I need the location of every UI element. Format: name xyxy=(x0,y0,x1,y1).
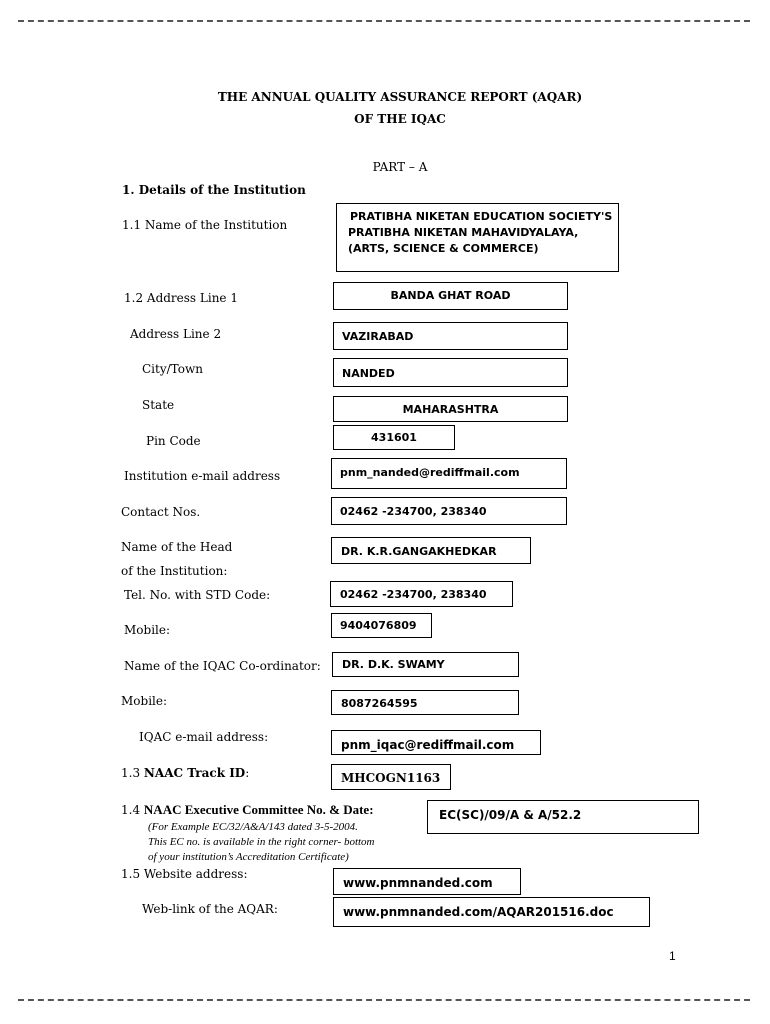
head-mobile-label: Mobile: xyxy=(124,623,171,637)
ec-no-note: (For Example EC/32/A&A/143 dated 3-5-2004. xyxy=(148,821,358,833)
state-label: State xyxy=(142,398,175,412)
head-mobile-field[interactable]: 9404076809 xyxy=(331,613,432,638)
city-field[interactable]: NANDED xyxy=(333,358,568,387)
address-line1-field[interactable]: BANDA GHAT ROAD xyxy=(333,282,568,310)
bottom-border xyxy=(18,999,750,1001)
track-id-colon: : xyxy=(245,766,250,780)
report-title: THE ANNUAL QUALITY ASSURANCE REPORT (AQAR) xyxy=(217,90,583,104)
head-name-field[interactable]: DR. K.R.GANGAKHEDKAR xyxy=(331,537,531,564)
track-id-num: 1.3 xyxy=(121,766,141,780)
top-border xyxy=(18,20,750,22)
page-number: 1 xyxy=(669,949,676,963)
ec-no-label xyxy=(121,803,374,817)
city-label: City/Town xyxy=(142,362,203,376)
track-id-field[interactable]: MHCOGN1163 xyxy=(331,764,451,790)
pin-code-field[interactable]: 431601 xyxy=(333,425,455,450)
ec-no-note: This EC no. is available in the right corner- bottom xyxy=(148,836,375,848)
institution-name-field[interactable] xyxy=(336,203,619,272)
report-subtitle: OF THE IQAC xyxy=(354,112,446,126)
weblink-label: Web-link of the AQAR: xyxy=(142,902,278,916)
section-heading: 1. Details of the Institution xyxy=(122,183,306,197)
head-name-label: Name of the Head xyxy=(121,540,233,554)
ec-no-num: 1.4 xyxy=(121,803,141,817)
contact-field[interactable]: 02462 -234700, 238340 xyxy=(331,497,567,525)
pin-code-label: Pin Code xyxy=(146,434,201,448)
website-label: 1.5 Website address: xyxy=(121,867,248,881)
tel-std-field[interactable]: 02462 -234700, 238340 xyxy=(330,581,513,607)
institution-name-line: (ARTS, SCIENCE & COMMERCE) xyxy=(348,242,539,255)
institution-email-label: Institution e-mail address xyxy=(124,469,281,483)
address-line2-label: Address Line 2 xyxy=(130,327,222,341)
ec-no-field[interactable]: EC(SC)/09/A & A/52.2 xyxy=(427,800,699,834)
iqac-coordinator-label: Name of the IQAC Co-ordinator: xyxy=(124,659,321,673)
iqac-email-label: IQAC e-mail address: xyxy=(139,730,269,744)
institution-email-field[interactable]: pnm_nanded@rediffmail.com xyxy=(331,458,567,489)
track-id-text: NAAC Track ID xyxy=(143,766,246,780)
iqac-coordinator-field[interactable]: DR. D.K. SWAMY xyxy=(332,652,519,677)
track-id-label xyxy=(121,766,249,780)
weblink-field[interactable]: www.pnmnanded.com/AQAR201516.doc xyxy=(333,897,650,927)
ec-no-text: NAAC Executive Committee No. & Date: xyxy=(143,802,374,817)
iqac-mobile-field[interactable]: 8087264595 xyxy=(331,690,519,715)
iqac-mobile-label: Mobile: xyxy=(121,694,168,708)
institution-name-line: PRATIBHA NIKETAN MAHAVIDYALAYA, xyxy=(348,226,579,239)
address-line1-label: 1.2 Address Line 1 xyxy=(124,291,238,305)
contact-label: Contact Nos. xyxy=(121,505,201,519)
state-field[interactable]: MAHARASHTRA xyxy=(333,396,568,422)
head-name-label-cont: of the Institution: xyxy=(121,564,228,578)
address-line2-field[interactable]: VAZIRABAD xyxy=(333,322,568,350)
ec-no-note: of your institution’s Accreditation Certificate) xyxy=(148,851,349,863)
website-field[interactable]: www.pnmnanded.com xyxy=(333,868,521,895)
tel-std-label: Tel. No. with STD Code: xyxy=(124,588,271,602)
institution-name-line: PRATIBHA NIKETAN EDUCATION SOCIETY'S xyxy=(350,210,613,223)
institution-name-label: 1.1 Name of the Institution xyxy=(122,218,288,232)
part-heading: PART – A xyxy=(372,160,428,174)
iqac-email-field[interactable]: pnm_iqac@rediffmail.com xyxy=(331,730,541,755)
